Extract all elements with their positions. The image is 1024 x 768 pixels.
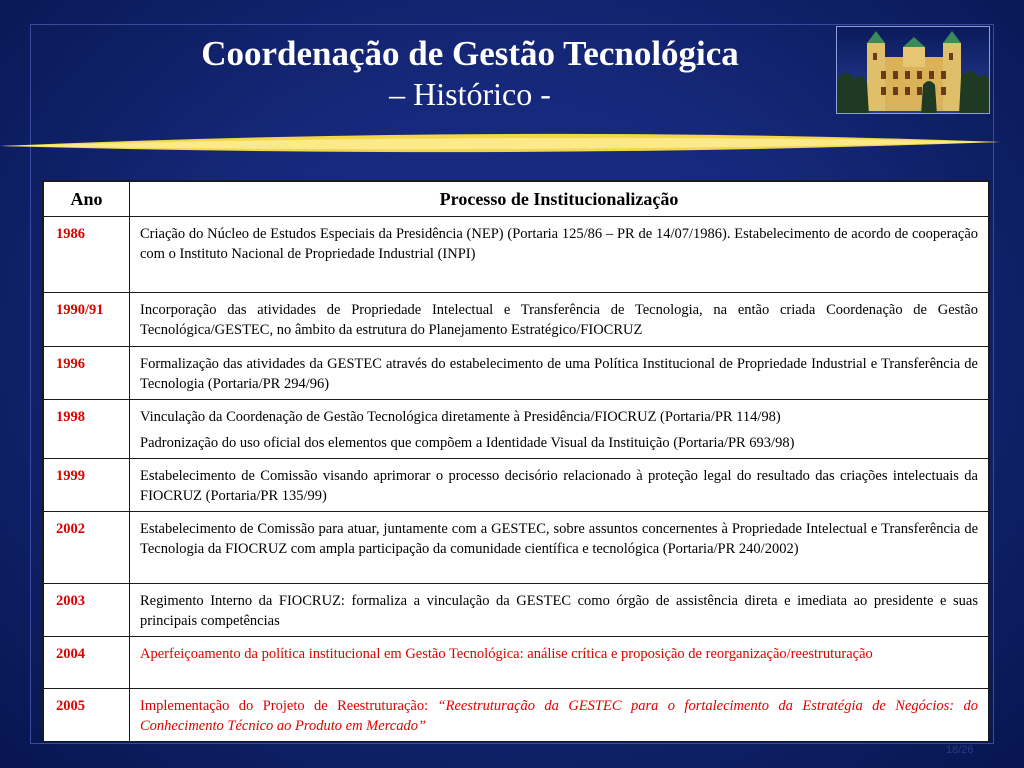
table-row: [44, 293, 989, 347]
row-description: Criação do Núcleo de Estudos Especiais da Presidência (NEP) (Portaria 125/86 – PR de 14/07/1986). Estabelecimento de acordo de cooperação com o Instituto Nacional de Propriedade Industrial (INPI): [130, 217, 989, 293]
row-description: Regimento Interno da FIOCRUZ: formaliza a vinculação da GESTEC como órgão de assistência direta e imediata ao presidente e suas principais competências: [130, 584, 989, 637]
table-row: [44, 459, 989, 512]
table-row: [44, 512, 989, 584]
page-title: Coordenação de Gestão Tecnológica: [201, 34, 739, 73]
title-block: [120, 34, 820, 114]
row-year: 1986: [44, 217, 130, 293]
row-description: Aperfeiçoamento da política institucional em Gestão Tecnológica: análise crítica e proposição de reorganização/reestruturação: [130, 637, 989, 689]
row-description: Incorporação das atividades de Propriedade Intelectual e Transferência de Tecnologia, na então criada Coordenação de Gestão Tecnológica/GESTEC, no âmbito da estrutura do Planejamento Estratégico/FIOCRUZ: [130, 293, 989, 347]
row-year: 1996: [44, 347, 130, 400]
row-description: Formalização das atividades da GESTEC através do estabelecimento de uma Política Institucional de Propriedade Industrial e Transferência de Tecnologia (Portaria/PR 294/96): [130, 347, 989, 400]
row-description: Estabelecimento de Comissão para atuar, juntamente com a GESTEC, sobre assuntos concernentes à Propriedade Intelectual e Transferência de Tecnologia da FIOCRUZ com ampla participação da comunidade científica e tecnológica (Portaria/PR 240/2002): [130, 512, 989, 584]
table-row: [44, 347, 989, 400]
table-row: [44, 689, 989, 742]
table-row: [44, 637, 989, 689]
row-year: 2004: [44, 637, 130, 689]
row-year: 2005: [44, 689, 130, 742]
row-year: 2002: [44, 512, 130, 584]
row-description-prefix: Implementação do Projeto de Reestruturação:: [140, 698, 438, 714]
row-description: Estabelecimento de Comissão visando aprimorar o processo decisório relacionado à proteção legal do resultado das criações intelectuais da FIOCRUZ (Portaria/PR 135/99): [130, 459, 989, 512]
yellow-swoosh: [0, 128, 1024, 162]
table-row: [44, 400, 989, 459]
table-row: [44, 217, 989, 293]
row-year: 1990/91: [44, 293, 130, 347]
row-description-line-1: Vinculação da Coordenação de Gestão Tecnológica diretamente à Presidência/FIOCRUZ (Portaria/PR 114/98): [140, 409, 781, 425]
history-table: [43, 181, 989, 742]
row-description: [130, 689, 989, 742]
table-row: [44, 584, 989, 637]
row-year: 1998: [44, 400, 130, 459]
row-year: 1999: [44, 459, 130, 512]
row-description: [130, 400, 989, 459]
table-header-row: [44, 182, 989, 217]
row-description-italic: “Reestruturação da GESTEC para o fortalecimento da Estratégia de Negócios: do Conhecimento Técnico ao Produto em Mercado”: [140, 698, 978, 734]
column-header-process: Processo de Institucionalização: [130, 182, 989, 217]
row-year: 2003: [44, 584, 130, 637]
page-number: 18/26: [946, 744, 974, 756]
page-subtitle: – Histórico -: [389, 76, 551, 112]
row-description-line-2: Padronização do uso oficial dos elementos que compõem a Identidade Visual da Instituição (Portaria/PR 693/98): [140, 435, 795, 451]
column-header-year: Ano: [44, 182, 130, 217]
history-table-container: [42, 180, 990, 742]
building-photo: [836, 26, 990, 114]
